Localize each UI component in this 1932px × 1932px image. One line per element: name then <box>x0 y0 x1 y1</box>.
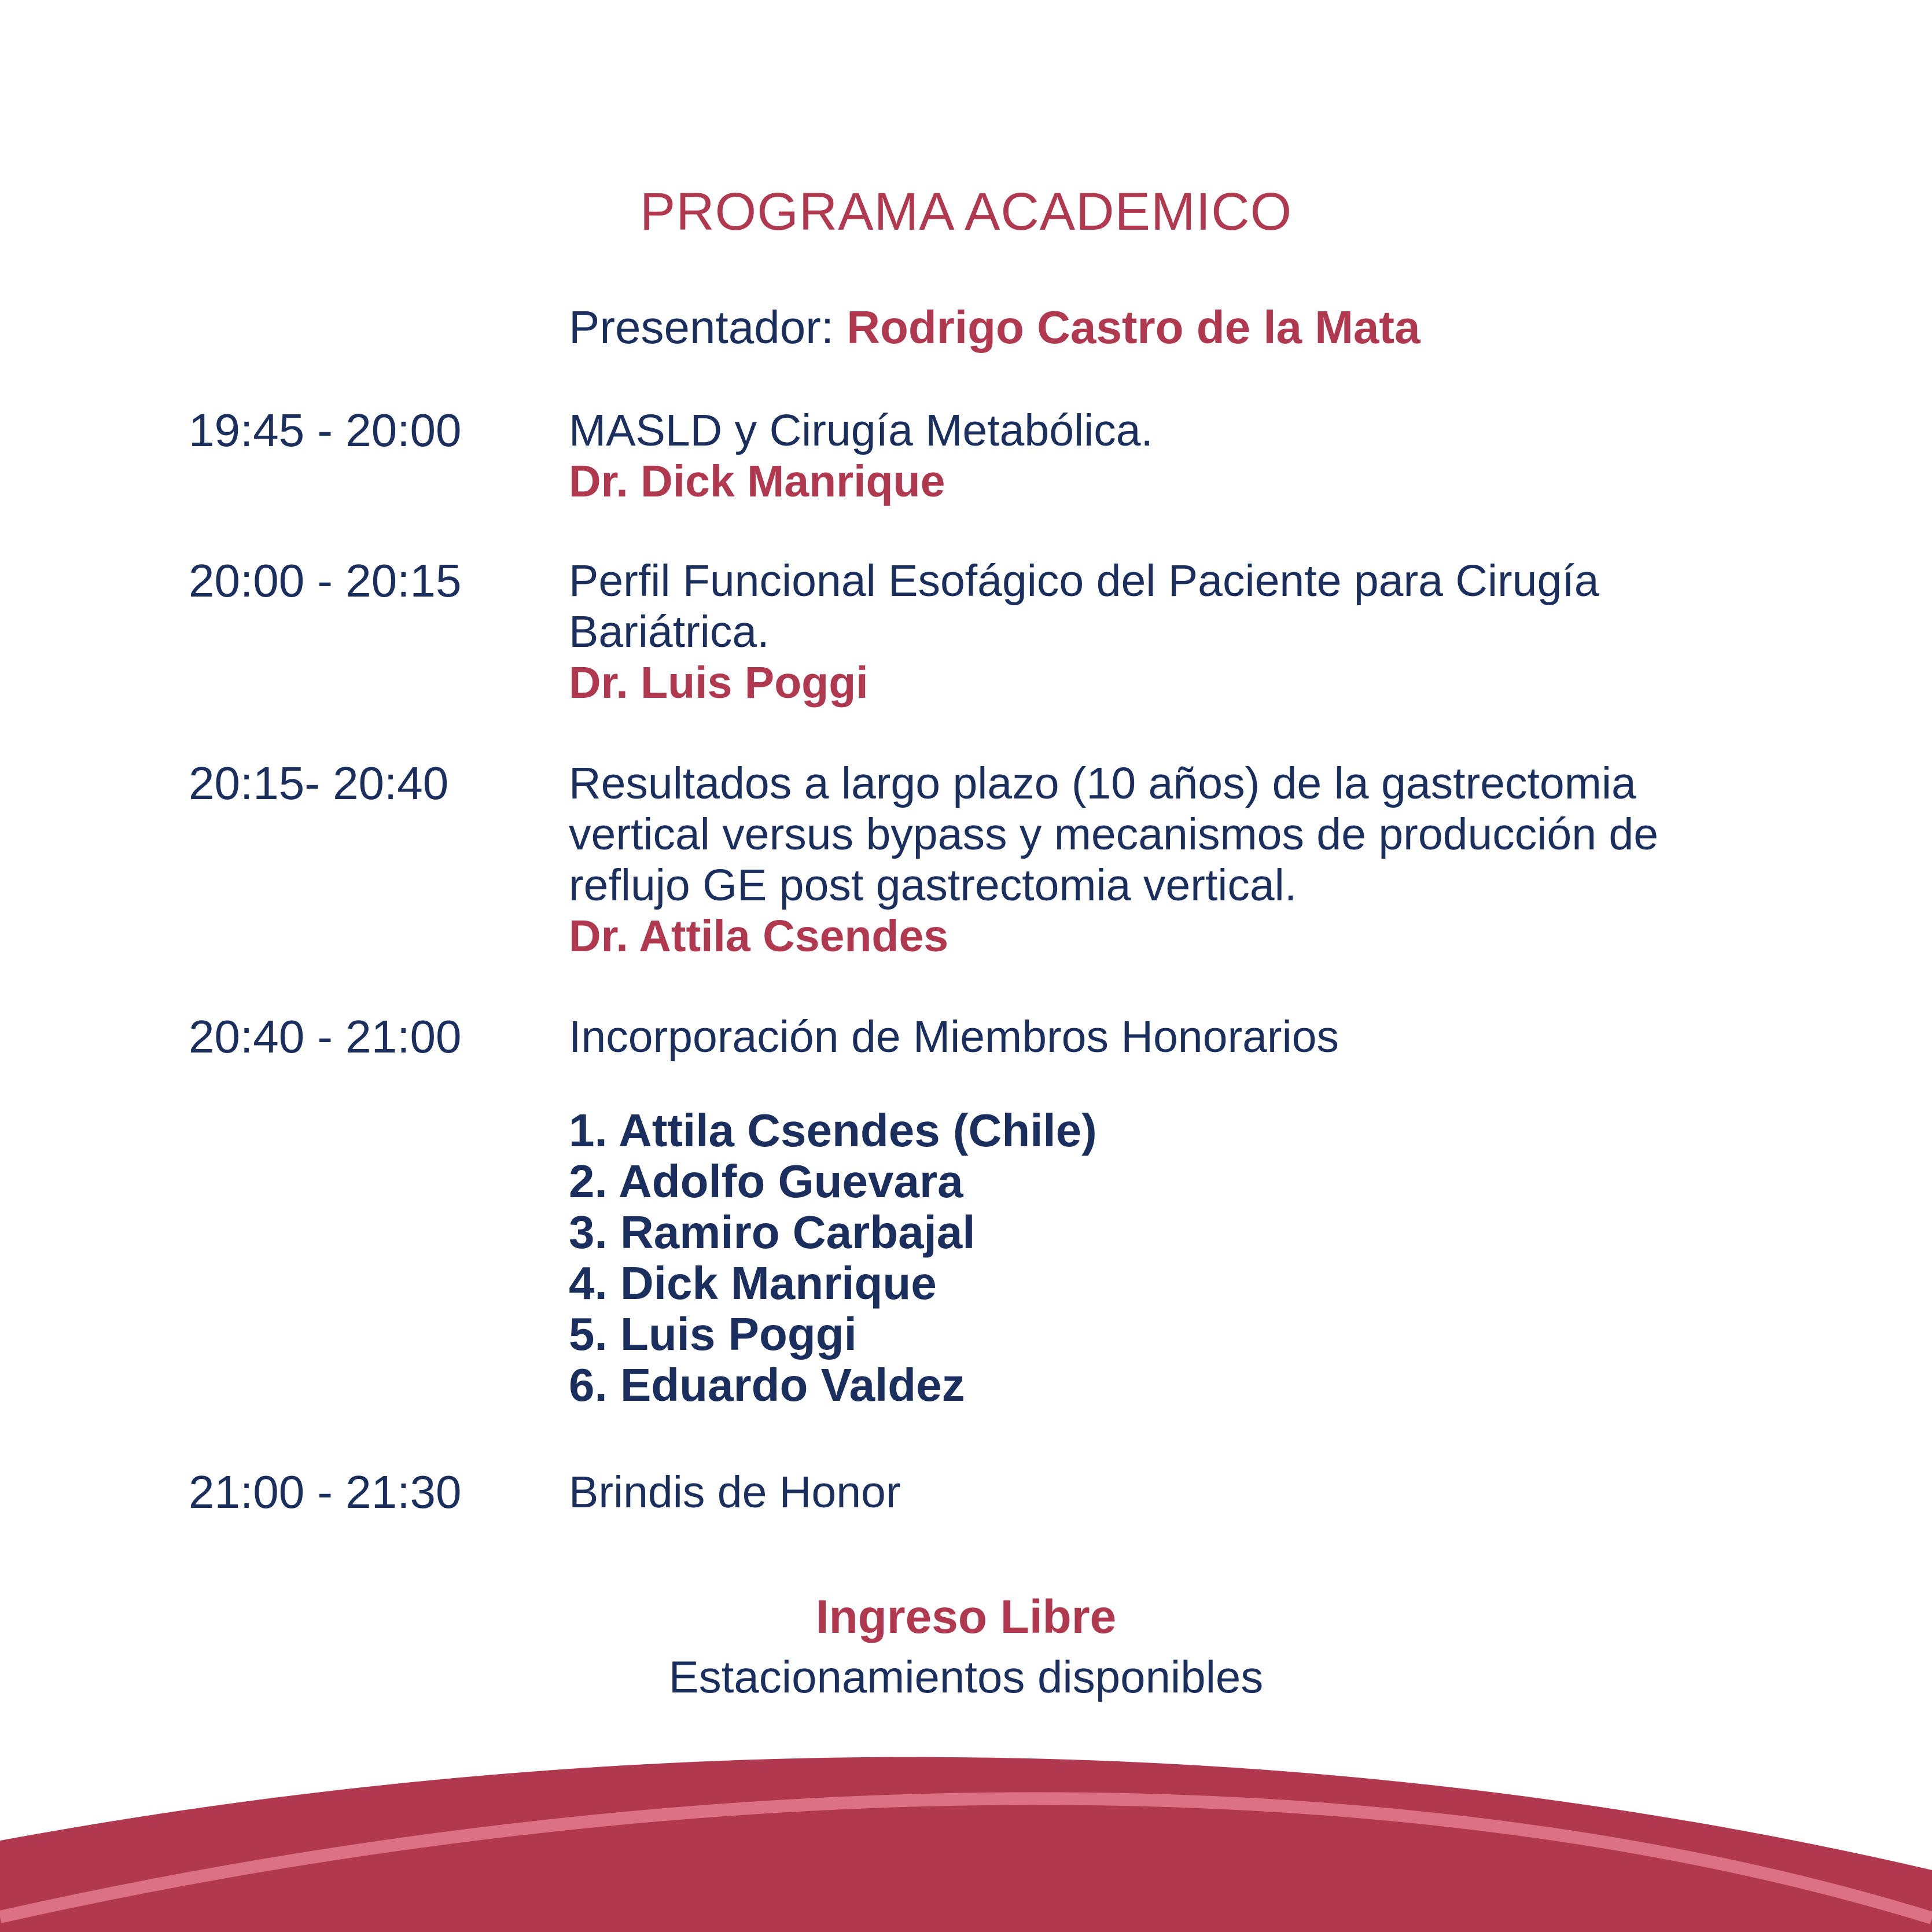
parking-note: Estacionamientos disponibles <box>668 1651 1264 1702</box>
speaker-name: Dr. Luis Poggi <box>569 658 869 708</box>
talk-title-line: Bariátrica. <box>569 607 770 657</box>
talk-title-line: Brindis de Honor <box>569 1467 901 1517</box>
list-item: 1. Attila Csendes (Chile) <box>569 1105 1097 1156</box>
talk-title-line: Incorporación de Miembros Honorarios <box>569 1012 1339 1062</box>
list-item: 4. Dick Manrique <box>569 1257 937 1309</box>
list-item: 3. Ramiro Carbajal <box>569 1206 976 1258</box>
talk-title-line: Perfil Funcional Esofágico del Paciente para Cirugía <box>569 556 1599 606</box>
schedule-time: 20:00 - 20:15 <box>189 555 462 606</box>
schedule-time: 20:40 - 21:00 <box>189 1011 462 1062</box>
presenter-name: Rodrigo Castro de la Mata <box>847 301 1421 353</box>
schedule-time: 21:00 - 21:30 <box>189 1466 462 1518</box>
talk-title-line: reflujo GE post gastrectomia vertical. <box>569 860 1297 910</box>
presenter-label: Presentador: <box>569 301 834 353</box>
talk-title-line: MASLD y Cirugía Metabólica. <box>569 406 1153 455</box>
list-item: 6. Eduardo Valdez <box>569 1359 965 1411</box>
schedule-time: 20:15- 20:40 <box>189 757 449 809</box>
schedule-time: 19:45 - 20:00 <box>189 404 462 456</box>
list-item: 5. Luis Poggi <box>569 1308 857 1360</box>
talk-title-line: vertical versus bypass y mecanismos de producción de <box>569 809 1659 859</box>
list-item: 2. Adolfo Guevara <box>569 1155 963 1207</box>
free-entry-label: Ingreso Libre <box>815 1591 1117 1643</box>
talk-title-line: Resultados a largo plazo (10 años) de la gastrectomia <box>569 759 1636 808</box>
speaker-name: Dr. Dick Manrique <box>569 457 945 506</box>
speaker-name: Dr. Attila Csendes <box>569 911 949 961</box>
page-title: PROGRAMA ACADEMICO <box>639 182 1293 241</box>
